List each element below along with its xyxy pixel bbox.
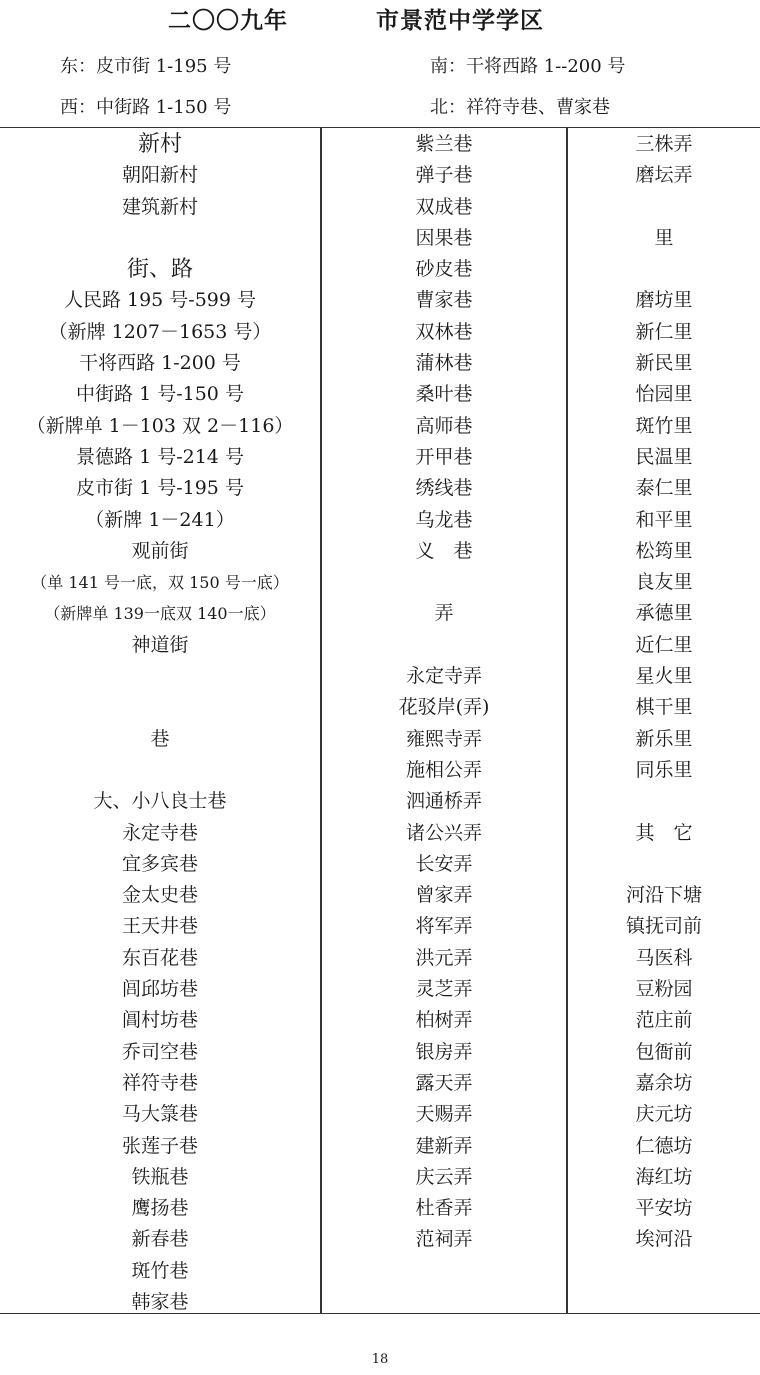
address-entry: 新仁里 (635, 320, 693, 343)
address-entry: 大、小八良士巷 (93, 790, 227, 813)
address-entry: 怡园里 (635, 383, 693, 406)
address-entry: 长安弄 (415, 852, 473, 875)
address-entry: 鹰扬巷 (131, 1197, 189, 1220)
address-entry: 斑竹巷 (131, 1259, 189, 1282)
address-entry: 因果巷 (415, 226, 473, 249)
address-entry: 民温里 (635, 445, 693, 468)
address-entry: 杜香弄 (415, 1197, 473, 1220)
address-entry: 绣线巷 (415, 477, 473, 500)
address-entry: 弄 (434, 602, 454, 625)
address-entry: 包衙前 (635, 1040, 693, 1063)
address-entry: 平安坊 (635, 1197, 693, 1220)
blank-line (0, 661, 320, 692)
address-entry: 建新弄 (415, 1134, 473, 1157)
address-entry: 闾邱坊巷 (121, 978, 198, 1001)
address-entry: 义 巷 (415, 539, 473, 562)
address-entry: 金太史巷 (121, 884, 198, 907)
address-entry: 和平里 (635, 508, 693, 531)
title-district: 市景范中学学区 (376, 8, 544, 34)
address-entry: 埃河沿 (635, 1228, 693, 1251)
address-entry: 紫兰巷 (415, 133, 473, 155)
address-entry: 斑竹里 (635, 414, 693, 437)
title-year: 二〇〇九年 (168, 8, 288, 34)
section-heading: 街、路 (126, 257, 193, 283)
address-entry: 曹家巷 (415, 289, 473, 312)
address-entry: 双成巷 (415, 195, 473, 218)
blank-line (0, 755, 320, 786)
address-entry: 巷 (150, 727, 170, 750)
address-entry: 阊村坊巷 (121, 1009, 198, 1032)
address-entry: 乌龙巷 (415, 508, 473, 531)
section-heading: 新村 (137, 132, 182, 157)
address-entry: 干将西路 1-200 号 (79, 352, 241, 375)
address-entry: 人民路 195 号-599 号 (63, 289, 257, 312)
address-entry: 天赐弄 (415, 1103, 473, 1126)
address-entry: 其 它 (635, 821, 693, 844)
address-entry: 新乐里 (635, 727, 693, 750)
address-entry: 仁德坊 (635, 1134, 693, 1157)
address-entry: 永定寺弄 (405, 665, 482, 688)
address-entry: 张莲子巷 (121, 1134, 198, 1157)
document-title (0, 0, 760, 36)
blank-line (322, 567, 566, 598)
address-entry: 三株弄 (635, 133, 693, 155)
address-entry: 皮市街 1 号-195 号 (76, 477, 244, 500)
address-entry: 双林巷 (415, 320, 473, 343)
address-entry: 范祠弄 (415, 1228, 473, 1251)
blank-line (568, 254, 760, 285)
address-entry: 诸公兴弄 (405, 821, 482, 844)
address-entry: 嘉余坊 (635, 1071, 693, 1094)
address-entry: （新牌 1207－1653 号） (48, 320, 272, 343)
address-entry: 豆粉园 (635, 978, 693, 1001)
address-entry: （新牌单 1－103 双 2－116） (26, 414, 294, 437)
address-entry: 新民里 (635, 352, 693, 375)
address-entry: 高师巷 (415, 414, 473, 437)
address-entry: 灵芝弄 (415, 978, 473, 1001)
blank-line (322, 630, 566, 661)
address-entry: 泰仁里 (635, 477, 693, 500)
address-entry: 洪元弄 (415, 946, 473, 969)
address-entry: 海红坊 (635, 1165, 693, 1188)
address-entry: 磨坛弄 (635, 164, 693, 187)
address-entry: 河沿下塘 (625, 884, 702, 907)
address-entry: （新牌 1－241） (85, 508, 235, 531)
address-entry: 观前街 (131, 539, 189, 562)
address-entry: 泗通桥弄 (405, 790, 482, 813)
address-entry: 开甲巷 (415, 445, 473, 468)
blank-line (568, 786, 760, 817)
boundary-west: 西：中街路 1-150 号 (60, 97, 232, 118)
address-column-1 (0, 129, 320, 1318)
address-entry: 松筠里 (635, 539, 693, 562)
address-entry: 施相公弄 (405, 758, 482, 781)
address-entry: 庆元坊 (635, 1103, 693, 1126)
address-entry: 同乐里 (635, 758, 693, 781)
address-entry: 柏树弄 (415, 1009, 473, 1032)
address-entry: 花驳岸(弄) (398, 696, 490, 719)
page-number: 18 (371, 1352, 389, 1367)
address-entry: 祥符寺巷 (121, 1071, 198, 1094)
address-entry: 新春巷 (131, 1228, 189, 1251)
blank-line (0, 223, 320, 254)
address-entry: 庆云弄 (415, 1165, 473, 1188)
address-entry: 雍熙寺弄 (405, 727, 482, 750)
address-entry: 近仁里 (635, 633, 693, 656)
address-entry: 东百花巷 (121, 946, 198, 969)
address-entry: 砂皮巷 (415, 258, 473, 281)
address-entry: 永定寺巷 (121, 821, 198, 844)
address-entry: 磨坊里 (635, 289, 693, 312)
blank-line (568, 192, 760, 223)
address-entry: 星火里 (635, 665, 693, 688)
address-column-2 (322, 129, 566, 1256)
address-entry: 韩家巷 (131, 1290, 189, 1313)
address-entry: 范庄前 (635, 1009, 693, 1032)
address-entry: 蒲林巷 (415, 352, 473, 375)
address-entry: 露天弄 (415, 1071, 473, 1094)
address-entry: 马大箓巷 (121, 1103, 198, 1126)
address-entry: 王天井巷 (121, 915, 198, 938)
address-entry: 桑叶巷 (415, 383, 473, 406)
address-entry: 曾家弄 (415, 884, 473, 907)
address-entry: 承德里 (635, 602, 693, 625)
address-entry: 里 (654, 226, 674, 249)
address-entry: 铁瓶巷 (131, 1165, 189, 1188)
address-entry: （单 141 号一底，双 150 号一底） (31, 573, 289, 593)
address-entry: 朝阳新村 (121, 164, 198, 187)
address-column-3 (568, 129, 760, 1256)
boundary-east: 东：皮市街 1-195 号 (60, 56, 232, 77)
address-entry: 良友里 (635, 571, 693, 594)
address-entry: 将军弄 (415, 915, 473, 938)
address-entry: 景德路 1 号-214 号 (76, 445, 244, 468)
address-entry: 弹子巷 (415, 164, 473, 187)
address-entry: 镇抚司前 (625, 915, 702, 938)
blank-line (0, 692, 320, 723)
address-entry: 神道街 (131, 633, 189, 656)
address-entry: （新牌单 139一底双 140一底） (44, 604, 276, 624)
address-entry: 马医科 (635, 946, 693, 969)
boundary-north: 北：祥符寺巷、曹家巷 (430, 97, 610, 118)
address-entry: 棋干里 (635, 696, 693, 719)
address-entry: 建筑新村 (121, 195, 198, 218)
address-entry: 银房弄 (415, 1040, 473, 1063)
address-entry: 中街路 1 号-150 号 (76, 383, 244, 406)
blank-line (568, 849, 760, 880)
address-entry: 乔司空巷 (121, 1040, 198, 1063)
address-entry: 宜多宾巷 (121, 852, 198, 875)
boundary-south: 南：干将西路 1--200 号 (430, 56, 626, 77)
